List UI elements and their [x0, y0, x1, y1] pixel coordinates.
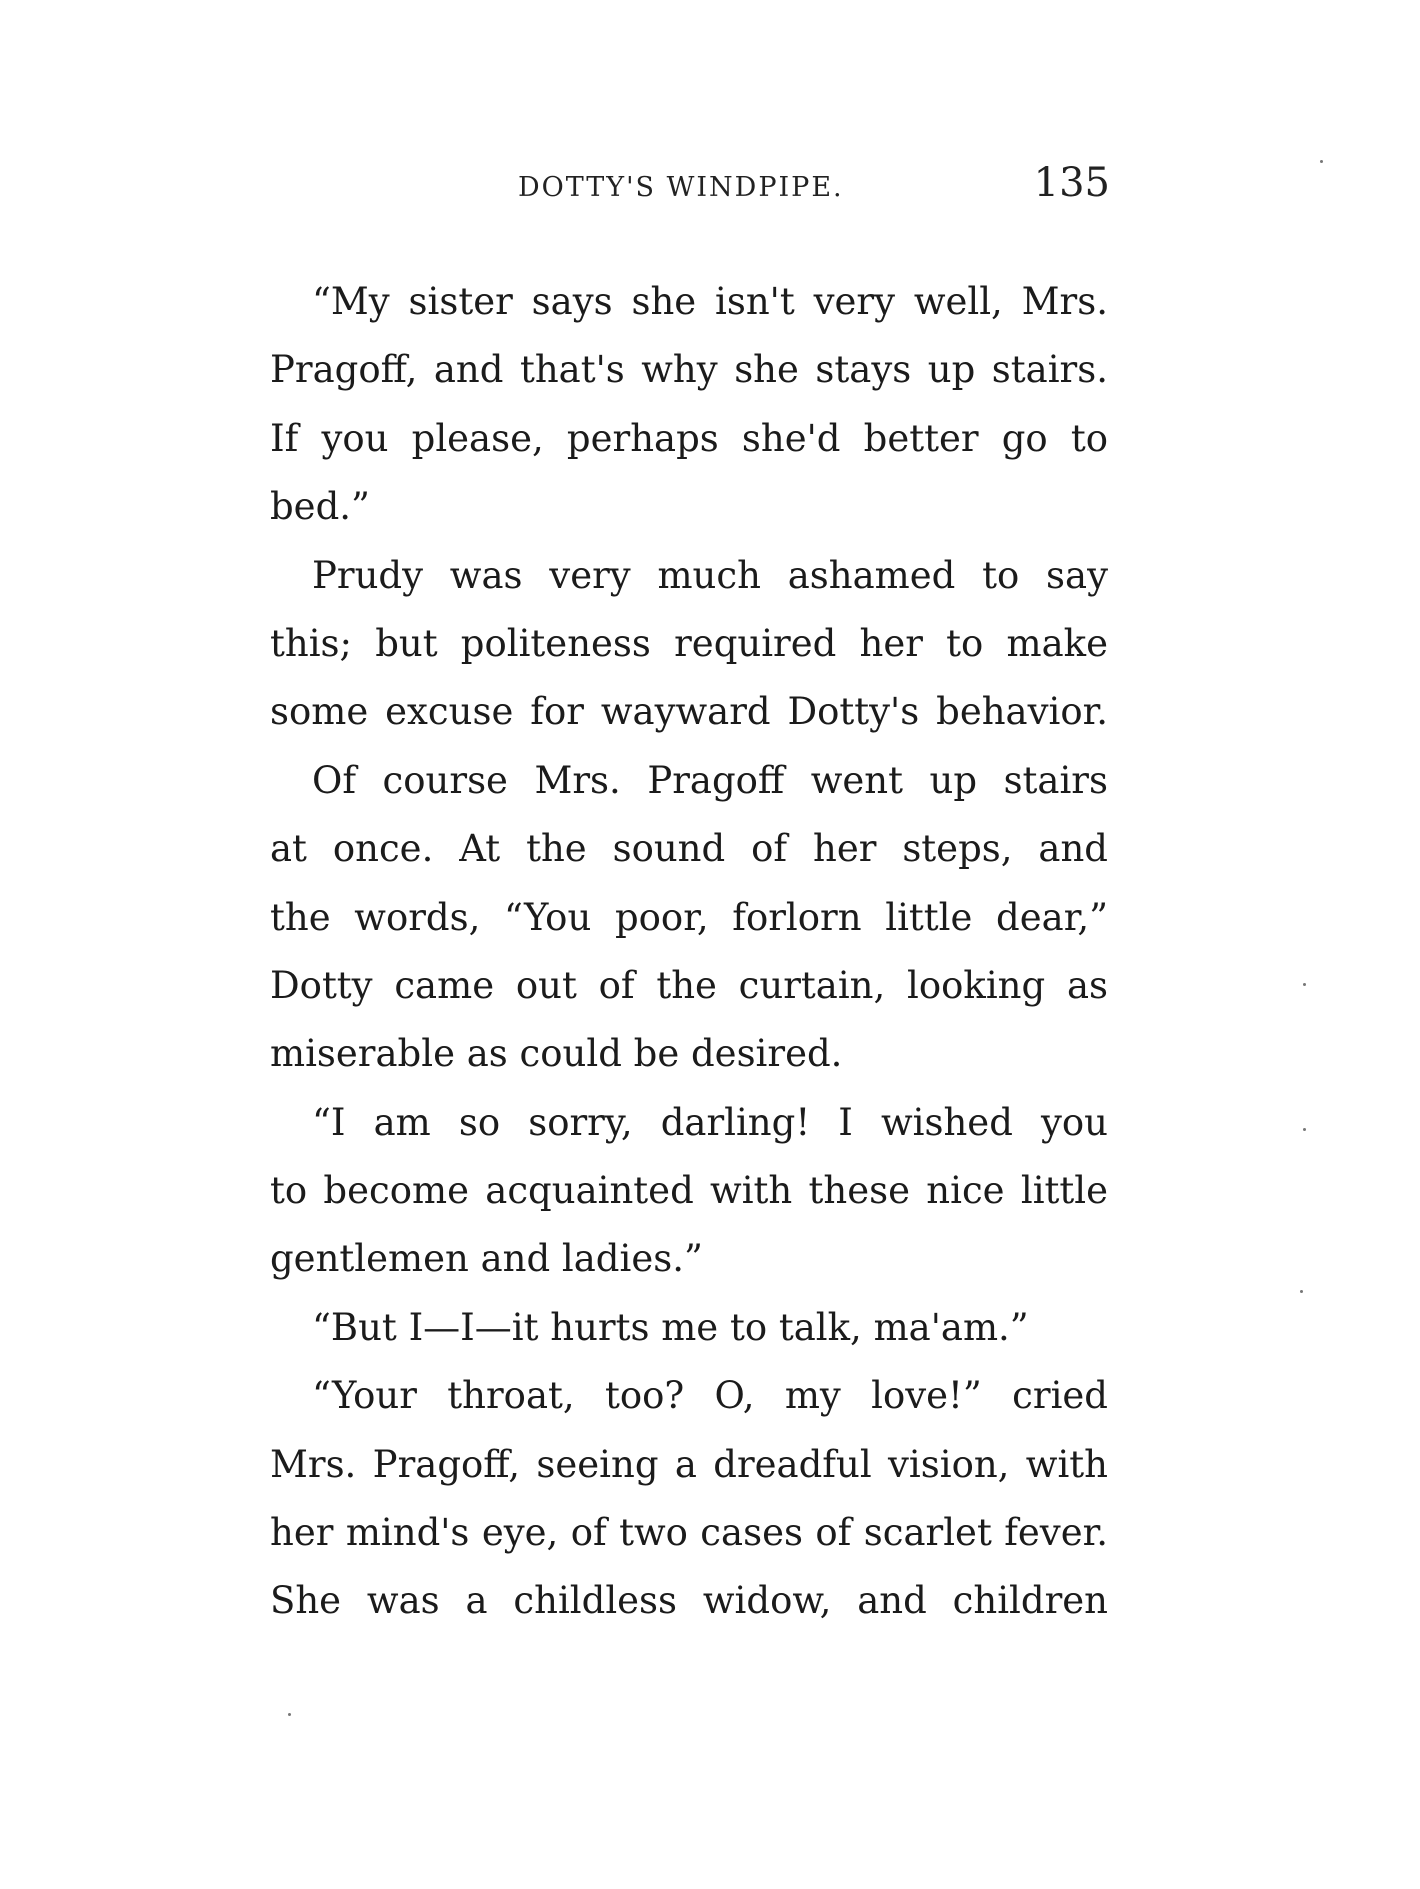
scan-speck — [1303, 983, 1306, 986]
text-line: bed.” — [270, 485, 370, 529]
text-line: “Your throat, too? O, my love!” cried — [312, 1374, 1108, 1418]
text-line: “I am so sorry, darling! I wished you — [312, 1100, 1108, 1144]
scan-speck — [1300, 1290, 1303, 1293]
text-line: miserable as could be desired. — [270, 1032, 843, 1076]
text-line: Of course Mrs. Pragoff went up stairs — [312, 758, 1108, 802]
text-line: If you please, perhaps she'd better go to — [270, 416, 1108, 460]
scan-speck — [1320, 160, 1323, 163]
text-line: her mind's eye, of two cases of scarlet fever. — [270, 1511, 1108, 1555]
text-line: the words, “You poor, forlorn little dear,” — [270, 895, 1108, 939]
text-line: at once. At the sound of her steps, and — [270, 827, 1108, 871]
text-line: She was a childless widow, and children — [270, 1579, 1108, 1623]
text-line: “But I—I—it hurts me to talk, ma'am.” — [312, 1305, 1029, 1349]
scan-speck — [288, 1713, 291, 1716]
text-line: “My sister says she isn't very well, Mrs. — [312, 280, 1108, 323]
page-number: 135 — [1033, 160, 1110, 206]
running-head: DOTTY'S WINDPIPE. — [518, 172, 844, 203]
text-line: Dotty came out of the curtain, looking as — [270, 963, 1108, 1007]
text-line: Pragoff, and that's why she stays up stairs. — [270, 348, 1108, 392]
text-line: Mrs. Pragoff, seeing a dreadful vision, with — [270, 1442, 1108, 1486]
page-header — [270, 160, 1110, 220]
text-line: gentlemen and ladies.” — [270, 1237, 703, 1281]
text-line: to become acquainted with these nice little — [270, 1169, 1108, 1213]
text-line: some excuse for wayward Dotty's behavior. — [270, 690, 1108, 734]
text-line: this; but politeness required her to make — [270, 621, 1108, 665]
body-text — [270, 268, 1108, 1636]
text-line: Prudy was very much ashamed to say — [312, 553, 1108, 597]
scan-speck — [1303, 1128, 1306, 1131]
